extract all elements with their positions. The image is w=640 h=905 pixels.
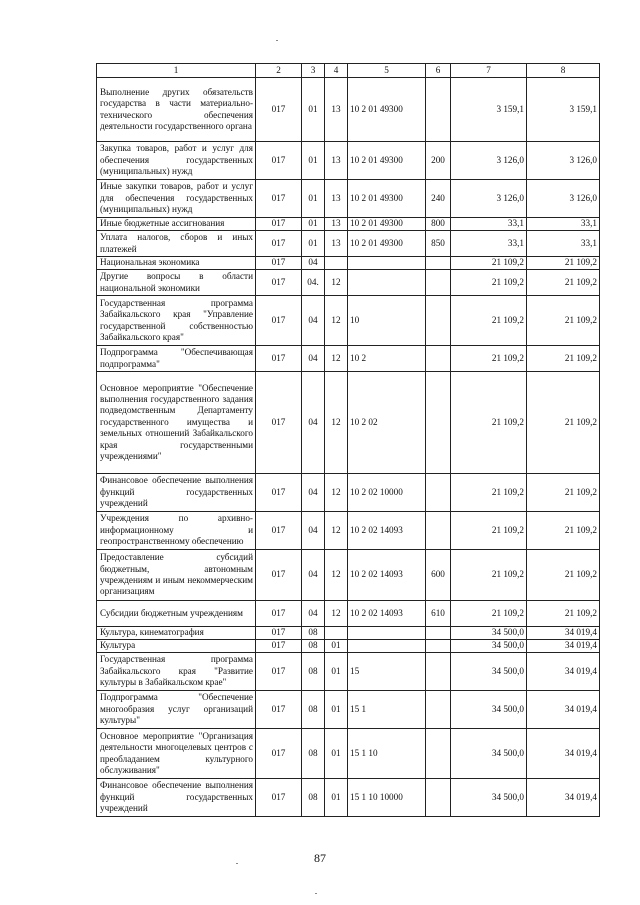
row-amount-fact-cell: 34 019,4 (527, 627, 600, 640)
row-target-cell (348, 627, 426, 640)
row-section-cell: 04 (302, 296, 325, 346)
row-name-cell: Государственная программа Забайкальского края "Развитие культуры в Забайкальском крае" (97, 653, 256, 691)
row-name-cell: Учреждения по архивно-информационному и геопространственному обеспечению (97, 512, 256, 550)
row-target-cell (348, 640, 426, 653)
row-amount-plan-cell: 33,1 (451, 218, 527, 231)
row-type-cell (426, 78, 451, 142)
row-subsection-cell: 01 (325, 779, 348, 817)
row-amount-fact-cell: 21 109,2 (527, 257, 600, 270)
row-target-cell: 15 1 10 (348, 729, 426, 779)
row-target-cell (348, 270, 426, 296)
row-name-cell: Предоставление субсидий бюджетным, автономным учреждениям и иным некоммерческим организациям (97, 550, 256, 601)
row-amount-plan-cell: 21 109,2 (451, 257, 527, 270)
row-section-cell: 01 (302, 218, 325, 231)
row-amount-plan-cell: 34 500,0 (451, 627, 527, 640)
row-amount-fact-cell: 3 159,1 (527, 78, 600, 142)
row-name-cell: Культура, кинематография (97, 627, 256, 640)
row-subsection-cell (325, 627, 348, 640)
row-subsection-cell: 13 (325, 218, 348, 231)
row-subsection-cell: 12 (325, 372, 348, 474)
row-code-cell: 017 (256, 231, 302, 257)
table-row (97, 346, 600, 372)
row-section-cell: 04 (302, 474, 325, 512)
row-subsection-cell: 13 (325, 180, 348, 218)
row-code-cell: 017 (256, 601, 302, 627)
row-amount-fact-cell: 3 126,0 (527, 180, 600, 218)
row-subsection-cell: 12 (325, 550, 348, 601)
header-row (97, 64, 600, 78)
row-code-cell: 017 (256, 78, 302, 142)
row-target-cell: 10 2 02 10000 (348, 474, 426, 512)
row-amount-plan-cell: 33,1 (451, 231, 527, 257)
budget-table-container (96, 63, 599, 817)
page-number: 87 (314, 851, 326, 865)
row-type-cell: 200 (426, 142, 451, 180)
row-code-cell: 017 (256, 691, 302, 729)
row-section-cell: 08 (302, 627, 325, 640)
row-section-cell: 08 (302, 691, 325, 729)
row-section-cell: 08 (302, 779, 325, 817)
row-type-cell (426, 653, 451, 691)
table-row (97, 78, 600, 142)
row-subsection-cell: 12 (325, 270, 348, 296)
row-section-cell: 08 (302, 640, 325, 653)
row-name-cell: Выполнение других обязательств государства в части материально-технического обеспечения деятельности государственного органа (97, 78, 256, 142)
row-amount-plan-cell: 3 126,0 (451, 180, 527, 218)
row-amount-plan-cell: 34 500,0 (451, 640, 527, 653)
row-type-cell (426, 296, 451, 346)
table-row (97, 296, 600, 346)
row-type-cell (426, 346, 451, 372)
table-row (97, 601, 600, 627)
row-code-cell: 017 (256, 257, 302, 270)
row-name-cell: Финансовое обеспечение выполнения функций государственных учреждений (97, 779, 256, 817)
row-type-cell: 800 (426, 218, 451, 231)
row-amount-fact-cell: 21 109,2 (527, 270, 600, 296)
row-type-cell (426, 257, 451, 270)
row-name-cell: Национальная экономика (97, 257, 256, 270)
row-target-cell: 10 2 01 49300 (348, 218, 426, 231)
table-row (97, 779, 600, 817)
row-section-cell: 08 (302, 729, 325, 779)
row-code-cell: 017 (256, 550, 302, 601)
row-amount-fact-cell: 21 109,2 (527, 346, 600, 372)
row-amount-fact-cell: 33,1 (527, 231, 600, 257)
row-type-cell: 610 (426, 601, 451, 627)
row-target-cell: 10 2 02 14093 (348, 550, 426, 601)
row-amount-fact-cell: 21 109,2 (527, 512, 600, 550)
row-name-cell: Подпрограмма "Обеспечивающая подпрограмма" (97, 346, 256, 372)
row-amount-fact-cell: 3 126,0 (527, 142, 600, 180)
row-amount-plan-cell: 34 500,0 (451, 691, 527, 729)
row-subsection-cell: 12 (325, 296, 348, 346)
row-subsection-cell: 01 (325, 729, 348, 779)
row-name-cell: Уплата налогов, сборов и иных платежей (97, 231, 256, 257)
header-cell: 5 (348, 64, 426, 78)
row-target-cell (348, 257, 426, 270)
row-name-cell: Субсидии бюджетным учреждениям (97, 601, 256, 627)
table-row (97, 372, 600, 474)
header-cell: 8 (527, 64, 600, 78)
table-row (97, 474, 600, 512)
budget-table (96, 63, 600, 817)
row-subsection-cell: 12 (325, 601, 348, 627)
row-type-cell: 240 (426, 180, 451, 218)
row-name-cell: Культура (97, 640, 256, 653)
row-subsection-cell: 13 (325, 78, 348, 142)
row-type-cell (426, 270, 451, 296)
row-subsection-cell: 01 (325, 691, 348, 729)
row-code-cell: 017 (256, 653, 302, 691)
table-row (97, 180, 600, 218)
row-target-cell: 10 2 01 49300 (348, 231, 426, 257)
row-amount-plan-cell: 21 109,2 (451, 550, 527, 601)
row-name-cell: Подпрограмма "Обеспечение многообразия услуг организаций культуры" (97, 691, 256, 729)
row-code-cell: 017 (256, 270, 302, 296)
row-subsection-cell: 12 (325, 474, 348, 512)
row-section-cell: 04 (302, 346, 325, 372)
row-name-cell: Иные бюджетные ассигнования (97, 218, 256, 231)
row-code-cell: 017 (256, 779, 302, 817)
header-cell: 2 (256, 64, 302, 78)
row-name-cell: Иные закупки товаров, работ и услуг для обеспечения государственных (муниципальных) нужд (97, 180, 256, 218)
row-amount-plan-cell: 21 109,2 (451, 296, 527, 346)
table-row (97, 550, 600, 601)
row-amount-plan-cell: 21 109,2 (451, 346, 527, 372)
row-amount-fact-cell: 34 019,4 (527, 729, 600, 779)
scan-speck (315, 893, 317, 894)
row-section-cell: 04 (302, 601, 325, 627)
row-code-cell: 017 (256, 180, 302, 218)
row-name-cell: Государственная программа Забайкальского края "Управление государственной собственностью Забайкальского края" (97, 296, 256, 346)
row-section-cell: 01 (302, 142, 325, 180)
row-target-cell: 10 2 02 (348, 372, 426, 474)
row-amount-fact-cell: 21 109,2 (527, 474, 600, 512)
row-subsection-cell (325, 257, 348, 270)
row-name-cell: Другие вопросы в области национальной экономики (97, 270, 256, 296)
row-name-cell: Закупка товаров, работ и услуг для обеспечения государственных (муниципальных) нужд (97, 142, 256, 180)
row-section-cell: 01 (302, 78, 325, 142)
row-section-cell: 01 (302, 231, 325, 257)
table-row (97, 142, 600, 180)
row-target-cell: 10 2 02 14093 (348, 512, 426, 550)
row-amount-plan-cell: 21 109,2 (451, 512, 527, 550)
row-section-cell: 04 (302, 512, 325, 550)
row-amount-fact-cell: 21 109,2 (527, 601, 600, 627)
row-type-cell (426, 779, 451, 817)
row-code-cell: 017 (256, 142, 302, 180)
row-amount-fact-cell: 34 019,4 (527, 779, 600, 817)
row-target-cell: 15 (348, 653, 426, 691)
row-amount-plan-cell: 34 500,0 (451, 779, 527, 817)
row-amount-fact-cell: 34 019,4 (527, 653, 600, 691)
row-code-cell: 017 (256, 474, 302, 512)
header-cell: 4 (325, 64, 348, 78)
row-name-cell: Основное мероприятие "Организация деятельности многоцелевых центров с преобладанием культурного обслуживания" (97, 729, 256, 779)
table-row (97, 512, 600, 550)
row-subsection-cell: 01 (325, 640, 348, 653)
row-type-cell (426, 640, 451, 653)
row-amount-plan-cell: 3 159,1 (451, 78, 527, 142)
row-section-cell: 04 (302, 550, 325, 601)
row-type-cell: 600 (426, 550, 451, 601)
row-type-cell (426, 474, 451, 512)
row-type-cell (426, 691, 451, 729)
row-target-cell: 10 2 01 49300 (348, 78, 426, 142)
row-subsection-cell: 13 (325, 142, 348, 180)
row-amount-plan-cell: 34 500,0 (451, 653, 527, 691)
row-code-cell: 017 (256, 729, 302, 779)
row-type-cell (426, 372, 451, 474)
row-code-cell: 017 (256, 218, 302, 231)
row-amount-plan-cell: 21 109,2 (451, 601, 527, 627)
table-row (97, 640, 600, 653)
row-subsection-cell: 13 (325, 231, 348, 257)
row-target-cell: 10 2 01 49300 (348, 180, 426, 218)
row-amount-plan-cell: 3 126,0 (451, 142, 527, 180)
header-cell: 3 (302, 64, 325, 78)
row-name-cell: Основное мероприятие "Обеспечение выполнения государственного задания подведомственным Департаменту государственного имущества и земельных отношений Забайкальского края государственными учреждениями" (97, 372, 256, 474)
row-code-cell: 017 (256, 640, 302, 653)
row-amount-fact-cell: 21 109,2 (527, 296, 600, 346)
table-row (97, 231, 600, 257)
row-type-cell: 850 (426, 231, 451, 257)
row-subsection-cell: 12 (325, 346, 348, 372)
table-row (97, 257, 600, 270)
scan-speck (236, 863, 238, 864)
row-code-cell: 017 (256, 346, 302, 372)
scan-speck (276, 40, 278, 41)
row-subsection-cell: 01 (325, 653, 348, 691)
row-amount-plan-cell: 21 109,2 (451, 474, 527, 512)
row-amount-fact-cell: 21 109,2 (527, 372, 600, 474)
row-target-cell: 10 (348, 296, 426, 346)
table-row (97, 218, 600, 231)
row-amount-fact-cell: 33,1 (527, 218, 600, 231)
row-target-cell: 10 2 (348, 346, 426, 372)
row-type-cell (426, 512, 451, 550)
row-amount-plan-cell: 21 109,2 (451, 270, 527, 296)
table-body (97, 78, 600, 817)
row-subsection-cell: 12 (325, 512, 348, 550)
header-cell: 1 (97, 64, 256, 78)
row-amount-fact-cell: 34 019,4 (527, 691, 600, 729)
row-section-cell: 08 (302, 653, 325, 691)
row-amount-fact-cell: 21 109,2 (527, 550, 600, 601)
row-target-cell: 10 2 01 49300 (348, 142, 426, 180)
table-row (97, 691, 600, 729)
table-row (97, 653, 600, 691)
table-row (97, 729, 600, 779)
row-code-cell: 017 (256, 512, 302, 550)
row-section-cell: 04. (302, 270, 325, 296)
row-target-cell: 15 1 10 10000 (348, 779, 426, 817)
row-type-cell (426, 729, 451, 779)
row-section-cell: 04 (302, 257, 325, 270)
row-type-cell (426, 627, 451, 640)
table-row (97, 627, 600, 640)
row-amount-plan-cell: 34 500,0 (451, 729, 527, 779)
header-cell: 6 (426, 64, 451, 78)
table-row (97, 270, 600, 296)
row-code-cell: 017 (256, 372, 302, 474)
row-code-cell: 017 (256, 627, 302, 640)
row-name-cell: Финансовое обеспечение выполнения функций государственных учреждений (97, 474, 256, 512)
row-code-cell: 017 (256, 296, 302, 346)
row-amount-fact-cell: 34 019,4 (527, 640, 600, 653)
row-amount-plan-cell: 21 109,2 (451, 372, 527, 474)
row-section-cell: 01 (302, 180, 325, 218)
row-target-cell: 10 2 02 14093 (348, 601, 426, 627)
row-target-cell: 15 1 (348, 691, 426, 729)
header-cell: 7 (451, 64, 527, 78)
row-section-cell: 04 (302, 372, 325, 474)
